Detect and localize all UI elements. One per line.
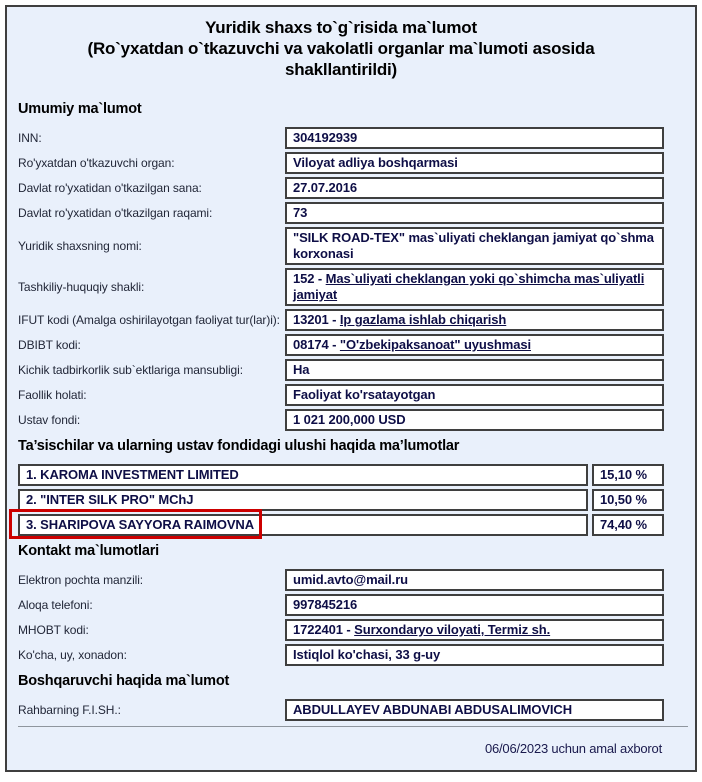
field-row-dbibt bbox=[18, 334, 664, 356]
field-row-registering-organ bbox=[18, 152, 664, 174]
page-title-line2: (Ro`yxatdan o`tkazuvchi va vakolatli organlar ma`lumoti asosida shakllantirildi) bbox=[87, 39, 595, 79]
field-value-legal-form bbox=[285, 268, 664, 306]
field-value-small-business: Ha bbox=[285, 359, 664, 381]
field-value-email: umid.avto@mail.ru bbox=[285, 569, 664, 591]
section-heading-contacts: Kontakt ma`lumotlari bbox=[18, 543, 160, 559]
section-heading-manager: Boshqaruvchi haqida ma`lumot bbox=[18, 673, 230, 689]
founder-name-1 bbox=[18, 464, 588, 486]
field-label-small-business: Kichik tadbirkorlik sub`ektlariga mansubligi: bbox=[18, 362, 243, 377]
field-value-entity-name: "SILK ROAD-TEX" mas`uliyati cheklangan jamiyat qo`shma korxonasi bbox=[285, 227, 664, 265]
field-row-address bbox=[18, 644, 664, 666]
field-value-inn: 304192939 bbox=[285, 127, 664, 149]
field-value-registration-number: 73 bbox=[285, 202, 664, 224]
field-value-registration-date: 27.07.2016 bbox=[285, 177, 664, 199]
founder-name-text: 1. KAROMA INVESTMENT LIMITED bbox=[26, 467, 239, 482]
legal-form-code: 152 - bbox=[293, 271, 326, 286]
field-label-phone: Aloqa telefoni: bbox=[18, 597, 93, 612]
field-row-activity-status bbox=[18, 384, 664, 406]
field-label-registration-number: Davlat ro'yxatidan o'tkazilgan raqami: bbox=[18, 205, 213, 220]
field-label-mhobt: MHOBT kodi: bbox=[18, 622, 89, 637]
field-label-activity-status: Faollik holati: bbox=[18, 387, 87, 402]
founder-share-1: 15,10 % bbox=[592, 464, 664, 486]
field-value-address: Istiqlol ko'chasi, 33 g-uy bbox=[285, 644, 664, 666]
page-title bbox=[18, 17, 664, 80]
field-label-director-name: Rahbarning F.I.SH.: bbox=[18, 702, 121, 717]
field-label-registering-organ: Ro'yxatdan o'tkazuvchi organ: bbox=[18, 155, 175, 170]
mhobt-link[interactable]: Surxondaryo viloyati, Termiz sh. bbox=[354, 622, 551, 637]
field-row-inn bbox=[18, 127, 664, 149]
field-label-dbibt: DBIBT kodi: bbox=[18, 337, 81, 352]
legal-form-link[interactable]: Mas`uliyati cheklangan yoki qo`shimcha mas`uliyatli jamiyat bbox=[293, 271, 645, 302]
field-row-charter-fund bbox=[18, 409, 664, 431]
founder-share-2: 10,50 % bbox=[592, 489, 664, 511]
ifut-code: 13201 - bbox=[293, 312, 340, 327]
field-row-mhobt bbox=[18, 619, 664, 641]
field-row-entity-name bbox=[18, 227, 664, 265]
field-row-ifut bbox=[18, 309, 664, 331]
field-value-phone: 997845216 bbox=[285, 594, 664, 616]
ifut-link[interactable]: Ip gazlama ishlab chiqarish bbox=[339, 312, 507, 327]
founder-name-2 bbox=[18, 489, 588, 511]
section-heading-founders: Ta’sischilar va ularning ustav fondidagi ulushi haqida ma’lumotlar bbox=[18, 438, 460, 454]
field-value-registering-organ: Viloyat adliya boshqarmasi bbox=[285, 152, 664, 174]
field-row-email bbox=[18, 569, 664, 591]
field-value-ifut bbox=[285, 309, 664, 331]
founder-share-3: 74,40 % bbox=[592, 514, 664, 536]
field-label-legal-form: Tashkiliy-huquqiy shakli: bbox=[18, 279, 145, 294]
section-heading-general: Umumiy ma`lumot bbox=[18, 101, 142, 117]
dbibt-link[interactable]: "O'zbekipaksanoat" uyushmasi bbox=[339, 337, 531, 352]
field-value-mhobt bbox=[285, 619, 664, 641]
dbibt-code: 08174 - bbox=[293, 337, 340, 352]
table-row-founder-2 bbox=[18, 489, 664, 511]
field-label-email: Elektron pochta manzili: bbox=[18, 572, 143, 587]
table-row-founder-3 bbox=[18, 514, 664, 536]
field-value-charter-fund: 1 021 200,000 USD bbox=[285, 409, 664, 431]
document-page bbox=[5, 5, 697, 772]
field-row-registration-date bbox=[18, 177, 664, 199]
field-label-address: Ko'cha, uy, xonadon: bbox=[18, 647, 127, 662]
field-value-activity-status: Faoliyat ko'rsatayotgan bbox=[285, 384, 664, 406]
field-row-registration-number bbox=[18, 202, 664, 224]
field-row-phone bbox=[18, 594, 664, 616]
report-date-note: 06/06/2023 uchun amal axborot bbox=[484, 741, 662, 756]
field-label-registration-date: Davlat ro'yxatidan o'tkazilgan sana: bbox=[18, 180, 202, 195]
field-label-charter-fund: Ustav fondi: bbox=[18, 412, 81, 427]
founder-name-text: 2. "INTER SILK PRO" MChJ bbox=[26, 492, 194, 507]
field-label-entity-name: Yuridik shaxsning nomi: bbox=[18, 238, 142, 253]
founder-name-text: 3. SHARIPOVA SAYYORA RAIMOVNA bbox=[26, 517, 255, 532]
table-row-founder-1 bbox=[18, 464, 664, 486]
field-row-director-name bbox=[18, 699, 664, 721]
horizontal-divider bbox=[18, 726, 688, 727]
field-row-small-business bbox=[18, 359, 664, 381]
field-label-inn: INN: bbox=[18, 130, 42, 145]
founder-name-3 bbox=[18, 514, 588, 536]
mhobt-code: 1722401 - bbox=[293, 622, 355, 637]
field-value-dbibt bbox=[285, 334, 664, 356]
field-label-ifut: IFUT kodi (Amalga oshirilayotgan faoliyat tur(lar)i): bbox=[18, 312, 280, 327]
page-title-line1: Yuridik shaxs to`g`risida ma`lumot bbox=[205, 18, 477, 37]
field-value-director-name: ABDULLAYEV ABDUNABI ABDUSALIMOVICH bbox=[285, 699, 664, 721]
field-row-legal-form bbox=[18, 268, 664, 306]
